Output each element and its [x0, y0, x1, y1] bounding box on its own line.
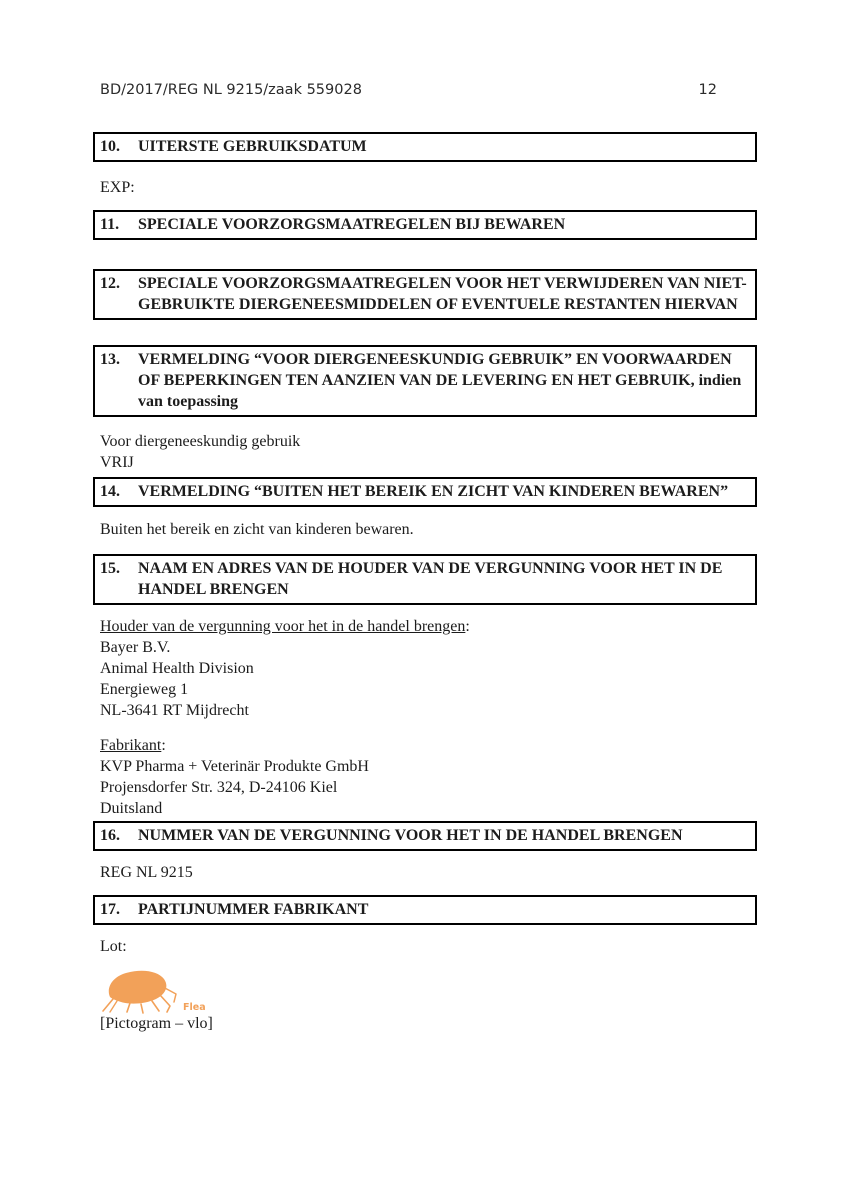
manufacturer-address-line: Projensdorfer Str. 324, D-24106 Kiel — [100, 779, 338, 796]
section-13-title-line3: van toepassing — [138, 393, 239, 410]
exp-label: EXP: — [100, 179, 135, 196]
manufacturer-label-colon: : — [161, 737, 166, 754]
section-15-heading-box — [93, 554, 757, 605]
manufacturer-block — [93, 735, 757, 819]
holder-address-line: Energieweg 1 — [100, 681, 189, 698]
holder-address-line: NL-3641 RT Mijdrecht — [100, 702, 249, 719]
veterinary-use-statement: Voor diergeneeskundig gebruik — [100, 433, 301, 450]
dispensing-status: VRIJ — [100, 454, 134, 471]
flea-body-shape — [109, 971, 167, 1004]
section-11-heading-box — [93, 210, 757, 240]
section-13-title-line2: OF BEPERKINGEN TEN AANZIEN VAN DE LEVERING EN HET GEBRUIK, indien — [138, 372, 742, 389]
holder-label-line — [100, 616, 757, 637]
page-header — [93, 82, 757, 102]
holder-address-line: Bayer B.V. — [100, 639, 171, 656]
pictogram-caption: [Pictogram – vlo] — [100, 1015, 213, 1032]
section-15-title-line2: HANDEL BRENGEN — [138, 581, 289, 598]
manufacturer-address-line: Duitsland — [100, 800, 163, 817]
section-12-title-line1: SPECIALE VOORZORGSMAATREGELEN VOOR HET VERWIJDEREN VAN NIET- — [138, 275, 747, 292]
section-13-number: 13. — [100, 351, 120, 368]
section-17-number: 17. — [100, 901, 120, 918]
section-11-title: SPECIALE VOORZORGSMAATREGELEN BIJ BEWAREN — [138, 216, 566, 233]
page-number: 12 — [698, 82, 717, 98]
flea-leg — [127, 1003, 130, 1012]
lot-label: Lot: — [100, 938, 127, 955]
section-16-number: 16. — [100, 827, 120, 844]
keep-away-from-children-statement: Buiten het bereik en zicht van kinderen bewaren. — [100, 521, 414, 538]
section-16-title: NUMMER VAN DE VERGUNNING VOOR HET IN DE HANDEL BRENGEN — [138, 827, 683, 844]
flea-whisker — [110, 1001, 117, 1012]
holder-address-line: Animal Health Division — [100, 660, 254, 677]
holder-label: Houder van de vergunning voor het in de handel brengen — [100, 618, 466, 635]
flea-pictogram-wrap — [93, 968, 757, 1014]
flea-leg — [152, 1001, 159, 1011]
section-15-number: 15. — [100, 560, 120, 577]
section-14-heading-box — [93, 477, 757, 507]
section-12-title-line2: GEBRUIKTE DIERGENEESMIDDELEN OF EVENTUELE RESTANTEN HIERVAN — [138, 296, 738, 313]
manufacturer-label-line — [100, 735, 757, 756]
section-11-number: 11. — [100, 216, 120, 233]
marketing-authorisation-holder-block — [93, 616, 757, 721]
section-10-title: UITERSTE GEBRUIKSDATUM — [138, 138, 367, 155]
flea-leg — [141, 1004, 143, 1013]
section-13-body — [93, 431, 757, 473]
flea-pictogram — [100, 968, 215, 1014]
holder-label-colon: : — [465, 618, 470, 635]
manufacturer-address-line: KVP Pharma + Veterinär Produkte GmbH — [100, 758, 369, 775]
section-14-title: VERMELDING “BUITEN HET BEREIK EN ZICHT VAN KINDEREN BEWAREN” — [138, 483, 729, 500]
section-12-number: 12. — [100, 275, 120, 292]
section-16-heading-box — [93, 821, 757, 851]
section-13-heading-box — [93, 345, 757, 417]
doc-reference: BD/2017/REG NL 9215/zaak 559028 — [100, 82, 362, 98]
section-13-title-line1: VERMELDING “VOOR DIERGENEESKUNDIG GEBRUIK” EN VOORWAARDEN — [138, 351, 732, 368]
section-17-heading-box — [93, 895, 757, 925]
section-10-number: 10. — [100, 138, 120, 155]
section-10-heading-box — [93, 132, 757, 162]
section-17-title: PARTIJNUMMER FABRIKANT — [138, 901, 369, 918]
flea-leg — [160, 995, 170, 1012]
manufacturer-label: Fabrikant — [100, 737, 162, 754]
section-15-title-line1: NAAM EN ADRES VAN DE HOUDER VAN DE VERGUNNING VOOR HET IN DE — [138, 560, 723, 577]
section-12-heading-box — [93, 269, 757, 320]
section-14-number: 14. — [100, 483, 120, 500]
flea-label: Flea — [183, 1002, 206, 1013]
registration-number: REG NL 9215 — [100, 864, 193, 881]
